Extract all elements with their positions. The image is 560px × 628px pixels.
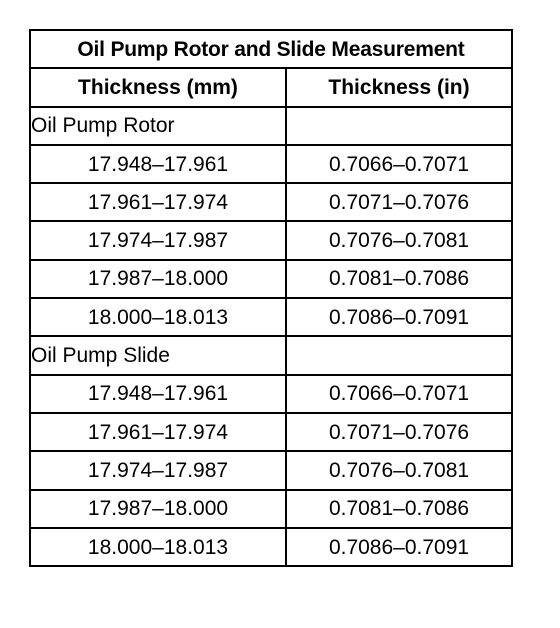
- column-header-mm: Thickness (mm): [30, 68, 286, 106]
- table-row: [30, 375, 512, 413]
- in-cell: 0.7066–0.7071: [286, 145, 512, 183]
- table-row: [30, 221, 512, 259]
- header-row: [30, 68, 512, 106]
- in-cell: 0.7076–0.7081: [286, 451, 512, 489]
- in-cell: 0.7086–0.7091: [286, 528, 512, 566]
- in-cell: 0.7071–0.7076: [286, 183, 512, 221]
- table-row: [30, 451, 512, 489]
- table-row: [30, 145, 512, 183]
- section-row-rotor: [30, 107, 512, 145]
- mm-cell: 17.948–17.961: [30, 375, 286, 413]
- table-row: [30, 260, 512, 298]
- table-row: [30, 413, 512, 451]
- section-row-slide: [30, 336, 512, 374]
- table-row: [30, 490, 512, 528]
- in-cell: 0.7066–0.7071: [286, 375, 512, 413]
- table-row: [30, 183, 512, 221]
- mm-cell: 17.987–18.000: [30, 260, 286, 298]
- table-row: [30, 298, 512, 336]
- mm-cell: 17.974–17.987: [30, 221, 286, 259]
- in-cell: 0.7076–0.7081: [286, 221, 512, 259]
- empty-cell: [286, 107, 512, 145]
- empty-cell: [286, 336, 512, 374]
- mm-cell: 18.000–18.013: [30, 298, 286, 336]
- mm-cell: 17.974–17.987: [30, 451, 286, 489]
- in-cell: 0.7081–0.7086: [286, 260, 512, 298]
- section-label: Oil Pump Slide: [30, 336, 286, 374]
- title-row: [30, 30, 512, 68]
- section-label: Oil Pump Rotor: [30, 107, 286, 145]
- mm-cell: 17.961–17.974: [30, 183, 286, 221]
- column-header-in: Thickness (in): [286, 68, 512, 106]
- mm-cell: 17.961–17.974: [30, 413, 286, 451]
- measurement-table: [29, 29, 513, 567]
- in-cell: 0.7086–0.7091: [286, 298, 512, 336]
- in-cell: 0.7071–0.7076: [286, 413, 512, 451]
- mm-cell: 17.948–17.961: [30, 145, 286, 183]
- mm-cell: 18.000–18.013: [30, 528, 286, 566]
- table-title: Oil Pump Rotor and Slide Measurement: [30, 30, 512, 68]
- mm-cell: 17.987–18.000: [30, 490, 286, 528]
- in-cell: 0.7081–0.7086: [286, 490, 512, 528]
- table-row: [30, 528, 512, 566]
